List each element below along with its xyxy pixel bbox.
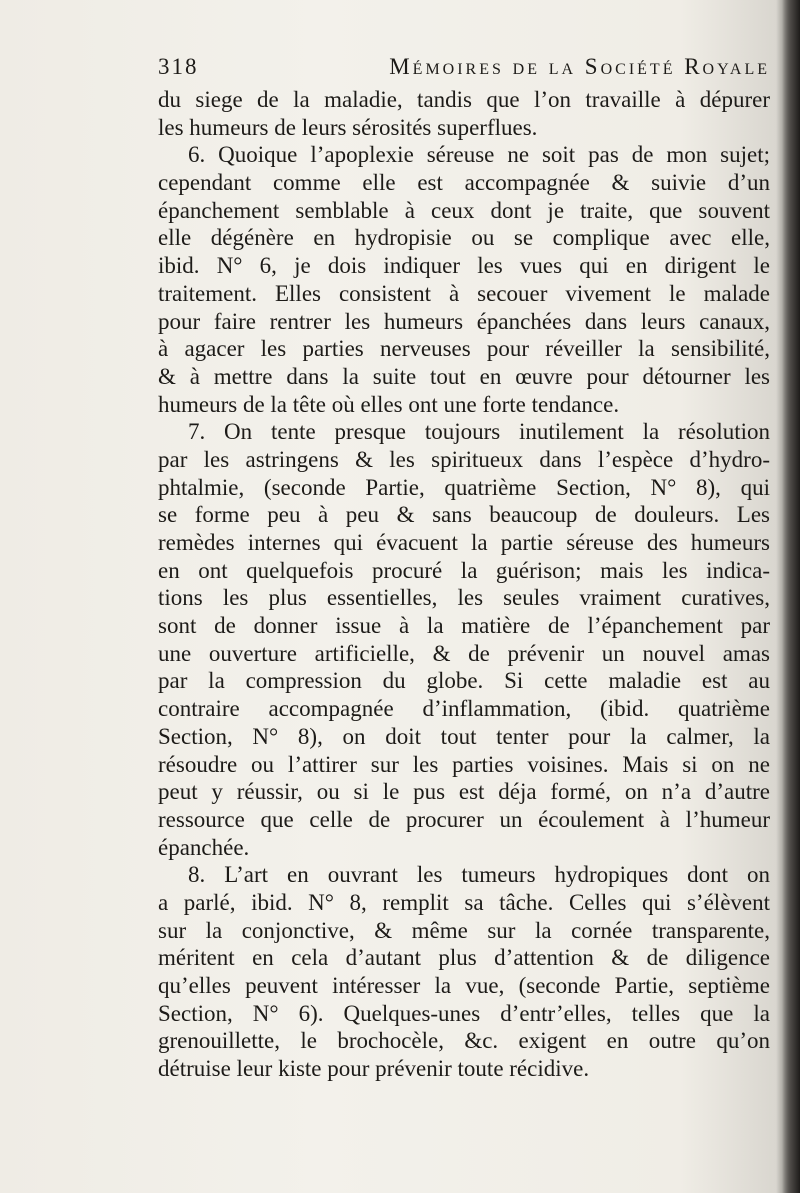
text-line: se forme peu à peu & sans beaucoup de douleurs. Les (158, 502, 770, 528)
text-line: Section, N° 8), on doit tout tenter pour la calmer, la (158, 723, 770, 749)
text-line: humeurs de la tête où elles ont une forte tendance. (158, 391, 620, 417)
text-line: résoudre ou l’attirer sur les parties voisines. Mais si on ne (158, 751, 770, 777)
running-title: Mémoires de la Société Royale (389, 54, 770, 79)
text-line: a parlé, ibid. N° 8, remplit sa tâche. Celles qui s’élèvent (158, 889, 770, 915)
text-line: phtalmie, (seconde Partie, quatrième Section, N° 8), qui (158, 474, 770, 500)
text-line: une ouverture artificielle, & de prévenir un nouvel amas (158, 640, 770, 666)
text-line: 7. On tente presque toujours inutilement la résolution (188, 419, 770, 445)
text-line: en ont quelquefois procuré la guérison; mais les indica- (158, 557, 770, 583)
page-edge-shadow (782, 0, 800, 1193)
text-line: remèdes internes qui évacuent la partie séreuse des humeurs (158, 530, 770, 555)
text-line: traitement. Elles consistent à secouer vivement le malade (158, 280, 770, 306)
text-line: contraire accompagnée d’inflammation, (ibid. quatrième (158, 696, 770, 722)
text-line: tions les plus essentielles, les seules vraiment curatives, (158, 585, 770, 611)
text-line: méritent en cela d’autant plus d’attention & de diligence (158, 945, 770, 971)
text-line: à agacer les parties nerveuses pour réveiller la sensibilité, (158, 336, 770, 362)
page-number: 318 (158, 54, 199, 79)
text-line: grenouillette, le brochocèle, &c. exigent en outre qu’on (158, 1028, 770, 1054)
text-line: 8. L’art en ouvrant les tumeurs hydropiques dont on (188, 862, 770, 888)
text-line: elle dégénère en hydropisie ou se complique avec elle, (158, 225, 770, 251)
body-text (158, 86, 770, 1083)
text-line: peut y réussir, ou si le pus est déja formé, on n’a d’autre (158, 779, 770, 805)
text-line: épanchée. (158, 834, 250, 860)
text-line: qu’elles peuvent intéresser la vue, (seconde Partie, septième (158, 973, 770, 998)
text-line: ressource que celle de procurer un écoulement à l’humeur (158, 806, 770, 832)
text-line: & à mettre dans la suite tout en œuvre pour détourner les (158, 363, 770, 389)
text-line: ibid. N° 6, je dois indiquer les vues qui en dirigent le (158, 253, 770, 279)
text-line: les humeurs de leurs sérosités superflues. (158, 114, 538, 140)
running-header (158, 52, 770, 82)
text-line: sont de donner issue à la matière de l’épanchement par (158, 613, 770, 639)
text-line: par la compression du globe. Si cette maladie est au (158, 668, 770, 694)
text-line: Section, N° 6). Quelques-unes d’entr’elles, telles que la (158, 1000, 770, 1026)
text-line: cependant comme elle est accompagnée & suivie d’un (158, 170, 770, 196)
text-line: épanchement semblable à ceux dont je traite, que souvent (158, 197, 770, 223)
text-line: par les astringens & les spiritueux dans l’espèce d’hydro- (158, 446, 770, 472)
text-line: du siege de la maladie, tandis que l’on travaille à dépurer (158, 87, 770, 112)
text-block (158, 52, 770, 1083)
text-line: détruise leur kiste pour prévenir toute récidive. (158, 1056, 590, 1082)
text-line: 6. Quoique l’apoplexie séreuse ne soit pas de mon sujet; (188, 142, 770, 168)
text-line: sur la conjonctive, & même sur la cornée transparente, (158, 917, 770, 943)
text-line: pour faire rentrer les humeurs épanchées dans leurs canaux, (158, 308, 770, 334)
